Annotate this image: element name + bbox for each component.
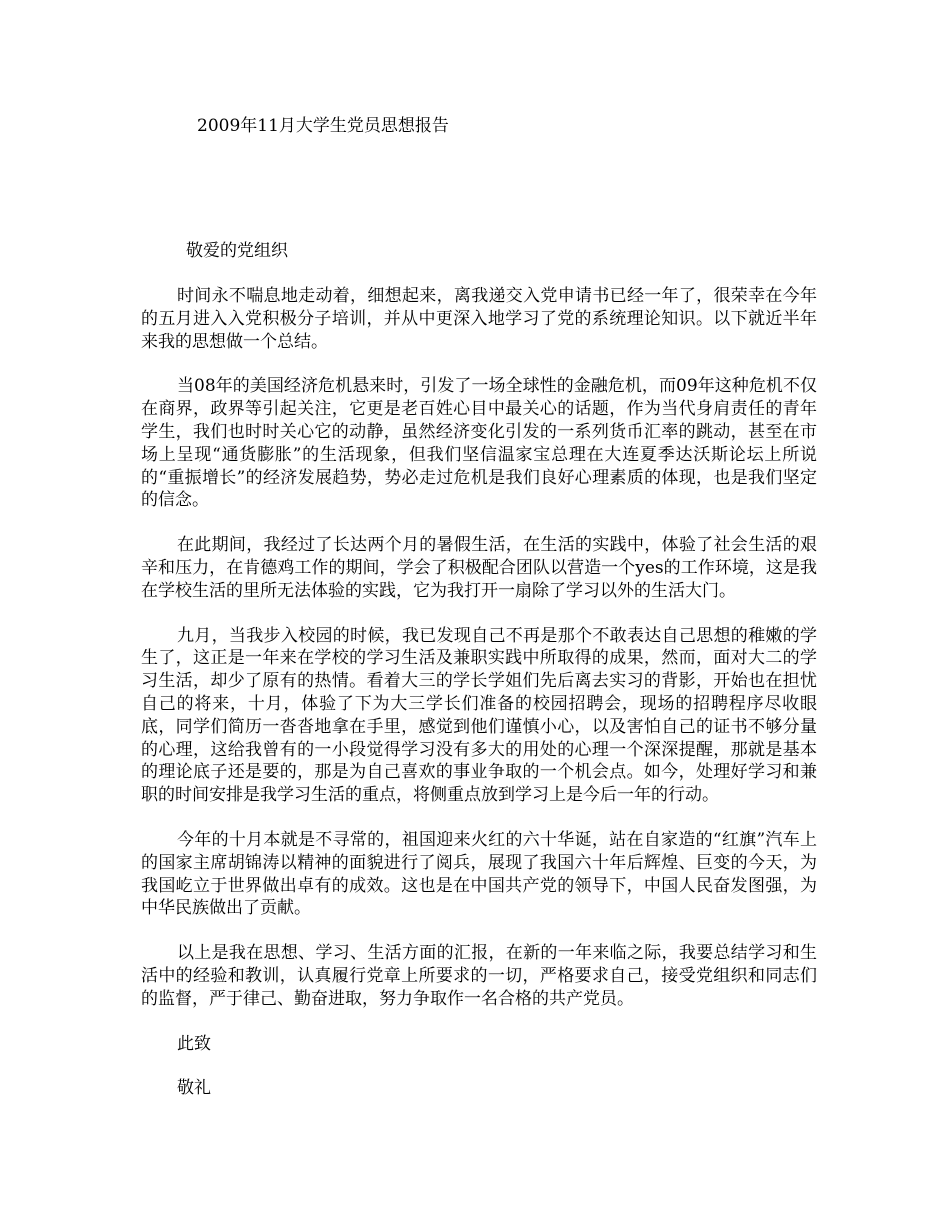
paragraph: 以上是我在思想、学习、生活方面的汇报，在新的一年来临之际，我要总结学习和生活中的经验和教训，认真履行党章上所要求的一切，严格要求自己，接受党组织和同志们的监督，严于律己、勤奋进取，努力争取作一名合格的共产党员。 — [141, 943, 817, 1009]
paragraph: 当08年的美国经济危机悬来时，引发了一场全球性的金融危机，而09年这种危机不仅在商界，政界等引起关注，它更是老百姓心目中最关心的话题，作为当代身肩责任的青年学生，我们也时时关心它的动静，虽然经济变化引发的一系列货币汇率的跳动，甚至在市场上呈现“通货膨胀”的生活现象，但我们坚信温家宝总理在大连夏季达沃斯论坛上所说的“重振增长”的经济发展趋势，势必走过危机是我们良好心理素质的体现，也是我们坚定的信念。 — [141, 376, 817, 511]
paragraph: 在此期间，我经过了长达两个月的暑假生活，在生活的实践中，体验了社会生活的艰辛和压力，在肯德鸡工作的期间，学会了积极配合团队以营造一个yes的工作环境，这是我在学校生活的里所无法体验的实践，它为我打开一扇除了学习以外的生活大门。 — [141, 535, 817, 601]
closing-line: 敬礼 — [177, 1078, 211, 1099]
paragraph: 九月，当我步入校园的时候，我已发现自己不再是那个不敢表达自己思想的稚嫩的学生了，这正是一年来在学校的学习生活及兼职实践中所取得的成果，然而，面对大二的学习生活，却少了原有的热情。看着大三的学长学姐们先后离去实习的背影，开始也在担忧自己的将来，十月，体验了下为大三学长们准备的校园招聘会，现场的招聘程序尽收眼底，同学们简历一沓沓地拿在手里，感觉到他们谨慎小心，以及害怕自己的证书不够分量的心理，这给我曾有的一小段觉得学习没有多大的用处的心理一个深深提醒，那就是基本的理论底子还是要的，那是为自己喜欢的事业争取的一个机会点。如今，处理好学习和兼职的时间安排是我学习生活的重点，将侧重点放到学习上是今后一年的行动。 — [141, 625, 817, 806]
document-body — [141, 285, 817, 1122]
document-title: 2009年11月大学生党员思想报告 — [197, 116, 449, 136]
closing-line: 此致 — [177, 1033, 211, 1054]
salutation: 敬爱的党组织 — [186, 241, 288, 261]
paragraph: 今年的十月本就是不寻常的，祖国迎来火红的六十华诞，站在自家造的“红旗”汽车上的国家主席胡锦涛以精神的面貌进行了阅兵，展现了我国六十年后辉煌、巨变的今天，为我国屹立于世界做出卓有的成效。这也是在中国共产党的领导下，中国人民奋发图强，为中华民族做出了贡献。 — [141, 829, 817, 919]
paragraph: 时间永不喘息地走动着，细想起来，离我递交入党申请书已经一年了，很荣幸在今年的五月进入入党积极分子培训，并从中更深入地学习了党的系统理论知识。以下就近半年来我的思想做一个总结。 — [141, 286, 817, 352]
